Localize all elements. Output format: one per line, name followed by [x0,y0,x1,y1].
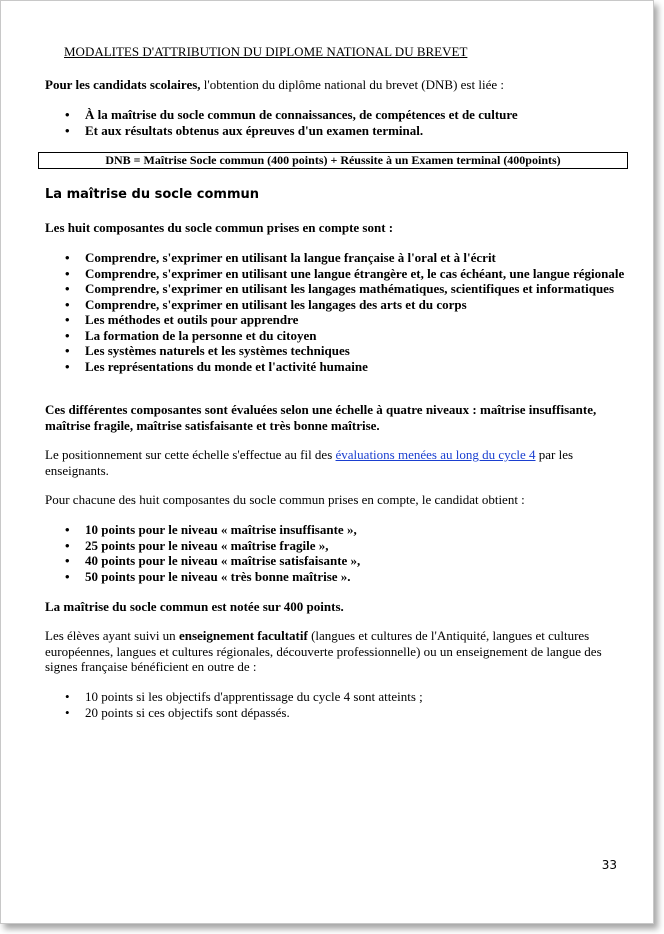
positioning-before: Le positionnement sur cette échelle s'effectue au fil des [45,447,336,462]
total-paragraph: La maîtrise du socle commun est notée sur 400 points. [45,599,344,614]
bonus-list [45,689,635,720]
list-item: • Et aux résultats obtenus aux épreuves d'un examen terminal. [45,123,635,139]
page-number: 33 [601,858,617,872]
list-item: • Comprendre, s'exprimer en utilisant une langue étrangère et, le cas échéant, une langue régionale [45,266,635,282]
evaluation-paragraph: Ces différentes composantes sont évaluées selon une échelle à quatre niveaux : maîtrise insuffisante, maîtrise fragile, maîtrise satisfaisante et très bonne maîtrise. [45,402,597,433]
intro-list [45,107,635,138]
positioning-after: par les enseignants. [45,447,574,478]
list-item: • 50 points pour le niveau « très bonne maîtrise ». [45,569,635,585]
list-item: • 40 points pour le niveau « maîtrise satisfaisante », [45,553,635,569]
list-item: • Les systèmes naturels et les systèmes techniques [45,343,635,359]
list-item: • La formation de la personne et du citoyen [45,328,635,344]
document-title: MODALITES D'ATTRIBUTION DU DIPLOME NATIONAL DU BREVET [64,44,468,59]
list-item: • Comprendre, s'exprimer en utilisant les langages mathématiques, scientifiques et informatiques [45,281,635,297]
points-list [45,522,635,584]
points-intro: Pour chacune des huit composantes du socle commun prises en compte, le candidat obtient : [45,492,525,507]
positioning-paragraph [45,447,625,478]
optional-paragraph [45,628,625,675]
list-item: • Les méthodes et outils pour apprendre [45,312,635,328]
list-item: • Comprendre, s'exprimer en utilisant la langue française à l'oral et à l'écrit [45,250,635,266]
intro-paragraph [45,77,504,93]
list-item: • 20 points si ces objectifs sont dépassés. [45,705,635,721]
list-item: • Les représentations du monde et l'activité humaine [45,359,635,375]
optional-after: (langues et cultures de l'Antiquité, langues et cultures européennes, langues et cultures régionales, découverte professionnelle) ou un enseignement de langue des signes française bénéficient en outre de : [45,628,602,674]
section-heading: La maîtrise du socle commun [45,187,260,202]
list-item: • 10 points si les objectifs d'apprentissage du cycle 4 sont atteints ; [45,689,635,705]
list-item: • 10 points pour le niveau « maîtrise insuffisante », [45,522,635,538]
list-item: • Comprendre, s'exprimer en utilisant les langages des arts et du corps [45,297,635,313]
intro-rest: l'obtention du diplôme national du brevet (DNB) est liée : [200,77,504,92]
components-heading: Les huit composantes du socle commun prises en compte sont : [45,220,394,235]
optional-before: Les élèves ayant suivi un [45,628,179,643]
list-item: • À la maîtrise du socle commun de connaissances, de compétences et de culture [45,107,635,123]
evaluations-link[interactable]: évaluations menées au long du cycle 4 [335,447,536,462]
list-item: • 25 points pour le niveau « maîtrise fragile », [45,538,635,554]
intro-bold: Pour les candidats scolaires, [45,77,201,92]
optional-bold: enseignement facultatif [178,628,308,643]
formula-box: DNB = Maîtrise Socle commun (400 points) + Réussite à un Examen terminal (400points) [38,152,628,169]
components-list [45,250,635,374]
